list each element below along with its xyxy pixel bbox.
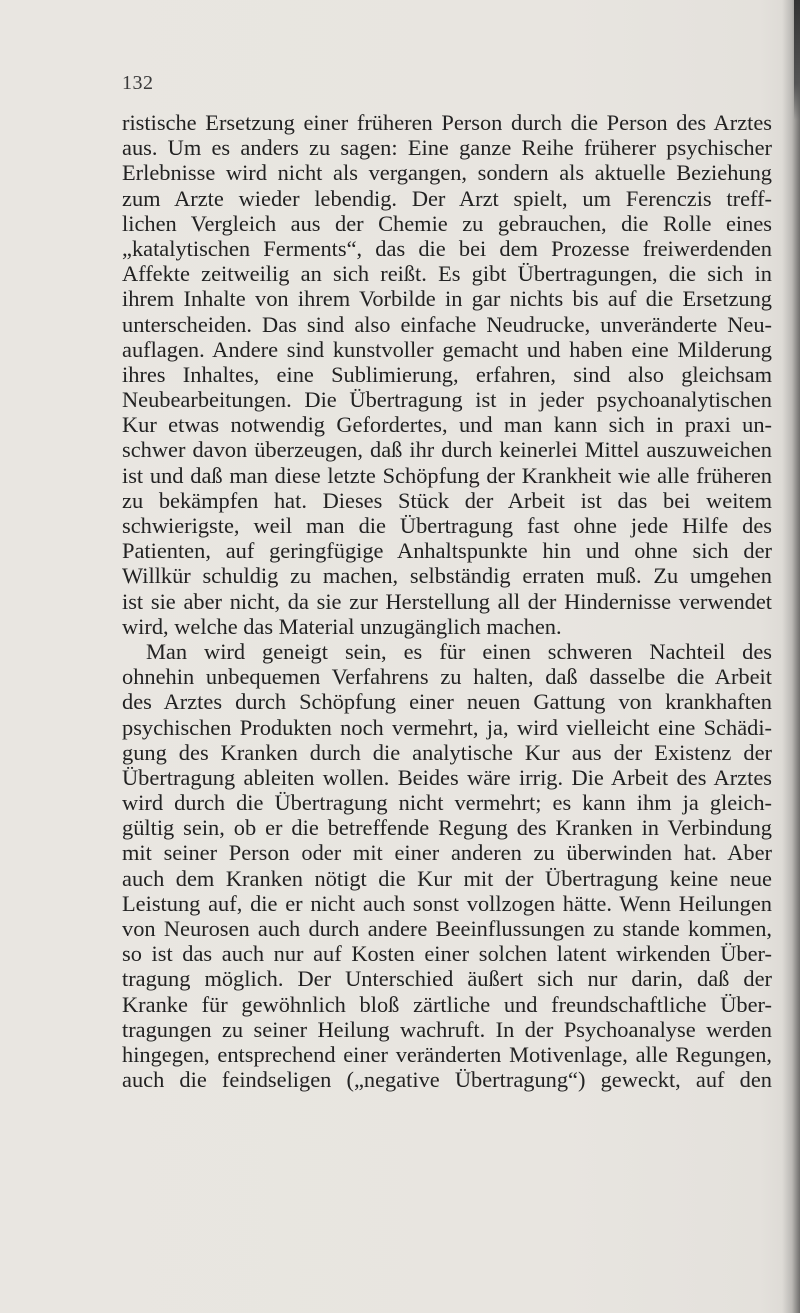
text-line: gültig sein, ob er die betreffende Regung des Kranken in Verbindung [122, 815, 772, 841]
page-edge-shadow [782, 0, 800, 1313]
text-line: so ist das auch nur auf Kosten einer solchen latent wirkenden Über- [122, 941, 772, 967]
text-line: Leistung auf, die er nicht auch sonst vollzogen hätte. Wenn Heilungen [122, 890, 772, 916]
text-line: lichen Vergleich aus der Chemie zu gebrauchen, die Rolle eines [122, 210, 772, 236]
page-number: 132 [122, 72, 154, 94]
text-line: zu bekämpfen hat. Dieses Stück der Arbeit ist das bei weitem [122, 487, 772, 513]
text-line: Kur etwas notwendig Gefordertes, und man kann sich in praxi un- [122, 412, 772, 438]
text-line: mit seiner Person oder mit einer anderen zu überwinden hat. Aber [122, 840, 772, 866]
text-line: Neubearbeitungen. Die Übertragung ist in jeder psychoanalytischen [122, 387, 772, 413]
text-line: ihres Inhaltes, eine Sublimierung, erfahren, sind also gleichsam [122, 361, 772, 387]
text-line: Übertragung ableiten wollen. Beides wäre irrig. Die Arbeit des Arztes [122, 764, 772, 790]
text-line: ohnehin unbequemen Verfahrens zu halten, daß dasselbe die Arbeit [122, 664, 772, 690]
text-line: Kranke für gewöhnlich bloß zärtliche und freundschaftliche Über- [122, 991, 772, 1017]
text-line: des Arztes durch Schöpfung einer neuen Gattung von krankhaften [122, 689, 772, 715]
text-line: psychischen Produkten noch vermehrt, ja, wird vielleicht eine Schädi- [122, 714, 772, 740]
text-line: aus. Um es anders zu sagen: Eine ganze Reihe früherer psychischer [122, 135, 772, 161]
text-line: unterscheiden. Das sind also einfache Neudrucke, unveränderte Neu- [122, 311, 772, 337]
text-line: Erlebnisse wird nicht als vergangen, sondern als aktuelle Beziehung [122, 160, 772, 186]
text-line: tragungen zu seiner Heilung wachruft. In der Psychoanalyse werden [122, 1016, 772, 1042]
text-line: auch die feindseligen („negative Übertragung“) geweckt, auf den [122, 1067, 772, 1093]
text-line: tragung möglich. Der Unterschied äußert sich nur darin, daß der [122, 966, 772, 992]
text-line: zum Arzte wieder lebendig. Der Arzt spielt, um Ferenczis treff- [122, 185, 772, 211]
text-line: hingegen, entsprechend einer veränderten Motivenlage, alle Regungen, [122, 1041, 772, 1067]
paragraph-end-line: wird, welche das Material unzugänglich machen. [122, 613, 562, 639]
text-line: Affekte zeitweilig an sich reißt. Es gibt Übertragungen, die sich in [122, 261, 772, 287]
body-text [122, 110, 772, 1092]
text-line: Willkür schuldig zu machen, selbständig erraten muß. Zu umgehen [122, 563, 772, 589]
text-line: von Neurosen auch durch andere Beeinflussungen zu stande kommen, [122, 916, 772, 941]
text-line: schwierigste, weil man die Übertragung fast ohne jede Hilfe des [122, 513, 772, 538]
text-line: schwer davon überzeugen, daß ihr durch keinerlei Mittel auszuweichen [122, 437, 772, 463]
text-line: wird durch die Übertragung nicht vermehrt; es kann ihm ja gleich- [122, 790, 772, 816]
text-line: ist sie aber nicht, da sie zur Herstellung all der Hindernisse verwendet [122, 588, 772, 614]
text-line: gung des Kranken durch die analytische Kur aus der Existenz der [122, 739, 772, 765]
paragraph-start-line: Man wird geneigt sein, es für einen schweren Nachteil des [146, 638, 772, 664]
text-line: „katalytischen Ferments“, das die bei dem Prozesse freiwerdenden [122, 235, 772, 261]
text-line: ist und daß man diese letzte Schöpfung der Krankheit wie alle früheren [122, 462, 772, 488]
text-line: ihrem Inhalte von ihrem Vorbilde in gar nichts bis auf die Ersetzung [122, 286, 772, 312]
page-edge-dark-corner [794, 0, 800, 120]
text-line: auch dem Kranken nötigt die Kur mit der Übertragung keine neue [122, 865, 772, 891]
text-line: Patienten, auf geringfügige Anhaltspunkte hin und ohne sich der [122, 538, 772, 564]
text-line: ristische Ersetzung einer früheren Person durch die Person des Arztes [122, 110, 772, 135]
text-line: auflagen. Andere sind kunstvoller gemacht und haben eine Milderung [122, 336, 772, 362]
